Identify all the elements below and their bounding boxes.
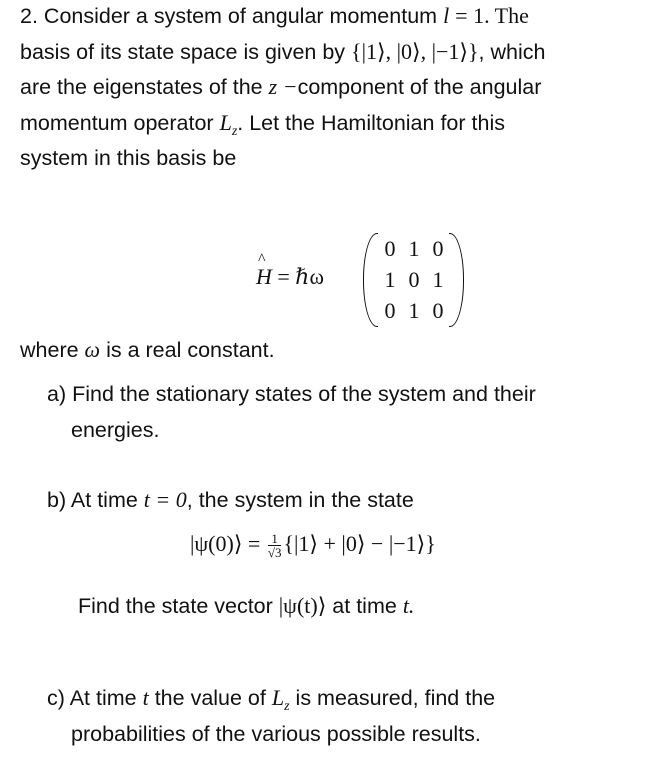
part-a-line-1 (47, 380, 536, 408)
part-a-text: energies. (71, 418, 160, 442)
matrix-cell: 0 (432, 236, 444, 261)
intro-text: Consider a system of angular momentum (43, 4, 438, 28)
initial-state-equation (190, 530, 436, 559)
intro-line-5 (20, 144, 236, 172)
part-a-text: a) Find the stationary states of the system and their (47, 382, 536, 406)
fraction-numerator: 1 (268, 532, 282, 546)
part-c-text: probabilities of the various possible results. (71, 722, 481, 746)
omega-symbol: ω (84, 337, 101, 362)
part-c-text: c) At time (47, 686, 137, 710)
matrix-cell: 0 (408, 267, 420, 292)
part-a-line-2 (71, 416, 159, 444)
intro-text: momentum operator (20, 111, 214, 135)
t-symbol: t (142, 685, 149, 710)
intro-text: component of the angular (297, 75, 542, 99)
normalization-fraction (268, 532, 282, 559)
part-c-text: the value of (154, 686, 266, 710)
t-symbol: t. (402, 593, 415, 618)
matrix-left-paren (363, 233, 378, 327)
intro-line-2 (20, 38, 545, 66)
lz-subscript: z (284, 699, 290, 714)
part-c-line-2 (71, 720, 481, 748)
matrix-cell: 0 (432, 298, 444, 323)
part-b-text: at time (332, 594, 397, 618)
lz-symbol: L (271, 685, 285, 710)
hamiltonian-symbol: ^ H (256, 264, 272, 290)
part-c-text: is measured, find the (295, 686, 496, 710)
where-line (20, 336, 275, 364)
matrix-cell: 0 (384, 236, 396, 261)
matrix-cell: 1 (384, 267, 396, 292)
intro-line-3 (20, 73, 541, 101)
matrix-cell: 1 (432, 267, 444, 292)
lz-subscript: z (231, 124, 238, 139)
psi-t: |ψ(t)⟩ (278, 593, 327, 618)
hamiltonian-matrix (378, 233, 450, 326)
part-b-line-1 (47, 486, 414, 514)
where-text: where (20, 338, 79, 362)
intro-line-1 (20, 2, 529, 30)
part-c-line-1 (47, 684, 495, 721)
part-b-text: b) At time (47, 488, 138, 512)
l-symbol: l (443, 3, 450, 28)
lz-operator (219, 110, 238, 139)
part-b-text: , the system in the state (186, 488, 414, 512)
hbar-omega: = ℏω (271, 264, 324, 289)
intro-text: are the eigenstates of the (20, 75, 263, 99)
intro-line-4 (20, 109, 505, 146)
matrix-cell: 0 (384, 298, 396, 323)
psi0-lhs: |ψ(0)⟩ = (190, 531, 261, 556)
intro-text: = 1. The (455, 3, 529, 28)
fraction-denominator: √3 (267, 545, 282, 561)
matrix-right-paren (449, 233, 464, 327)
lz-symbol: L (219, 110, 232, 135)
z-symbol: z − (268, 74, 298, 99)
intro-text: . Let the Hamiltonian for this (237, 111, 505, 135)
lz-operator (271, 685, 290, 714)
part-b-line-3 (78, 592, 414, 620)
t-equals-zero: t = 0 (143, 487, 187, 512)
problem-number: 2. (20, 4, 38, 28)
intro-text: system in this basis be (20, 146, 237, 170)
intro-text: , which (478, 40, 546, 64)
hamiltonian-lhs (256, 264, 324, 290)
matrix-cell: 1 (408, 236, 420, 261)
matrix-cell: 1 (408, 298, 420, 323)
psi0-rhs: {|1⟩ + |0⟩ − |−1⟩} (283, 531, 436, 556)
part-b-text: Find the state vector (78, 594, 273, 618)
basis-set: {|1⟩, |0⟩, |−1⟩} (351, 39, 479, 64)
intro-text: basis of its state space is given by (20, 40, 346, 64)
where-text: is a real constant. (106, 338, 275, 362)
